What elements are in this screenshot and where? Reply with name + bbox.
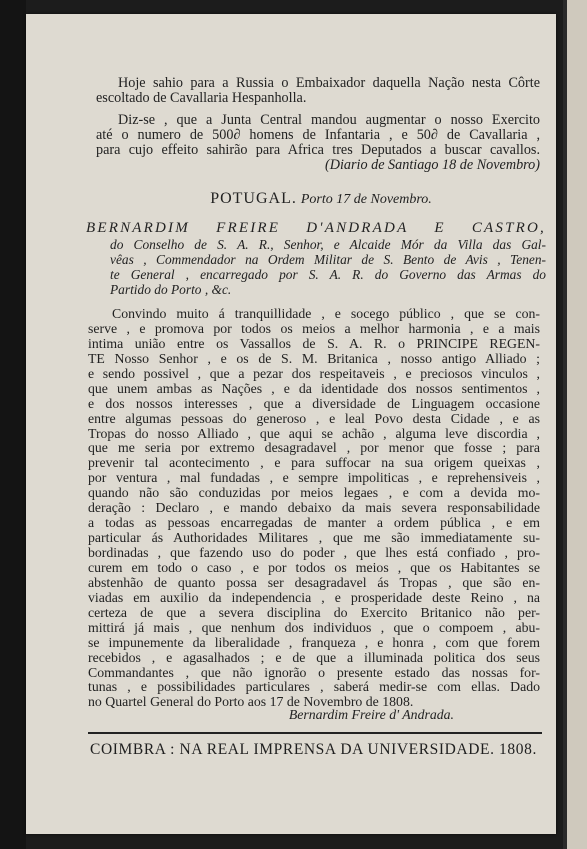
- news-paragraph-1: [96, 76, 540, 106]
- author-title-line: vêas , Commendador na Ordem Militar de S. Bento de Avis , Tenen-: [110, 251, 546, 267]
- proclamation-line: TE Nosso Senhor , e os de S. M. Britanica , nosso antigo Alliado ;: [88, 350, 540, 366]
- text-line: Hoje sahio para a Russia o Embaixador daquella Nação nesta Côrte: [118, 75, 540, 91]
- proclamation-line: recebidos , e agasalhados ; e de que a illuminada politica dos seus: [88, 649, 540, 665]
- proclamation-line: no Quartel General do Porto aos 17 de Novembro de 1808.: [88, 694, 414, 710]
- news-paragraph-2: [96, 113, 540, 173]
- proclamation-line: Convindo muito á tranquillidade , e socego público , que se con-: [112, 306, 540, 321]
- adjacent-page-edge: [563, 0, 587, 849]
- divider-rule: [88, 732, 542, 734]
- proclamation-line: abstenhão de quanto possa ser desagradavel ás Tropas , que são en-: [88, 574, 540, 590]
- proclamation-line: bordinadas , que fazendo uso do poder , que lhes está confiado , pro-: [88, 545, 540, 560]
- proclamation-line: particular ás Authoridades Militares , que me são immediatamente su-: [88, 530, 540, 546]
- proclamation-line: a todas as pessoas encarregadas de manter a ordem pública , e em: [88, 515, 540, 531]
- proclamation-line: por ventura , mal fundadas , e sempre impoliticas , e reprehensiveis ,: [88, 470, 540, 486]
- proclamation-line: prevenir tal acontecimento , e para suffocar na sua origem queixas ,: [88, 455, 540, 471]
- proclamation-line: deração : Declaro , e mando debaixo da mais severa responsabilidade: [88, 500, 540, 516]
- author-title-line: te General , encarregado por S. A. R. do Governo das Armas do: [110, 266, 546, 282]
- proclamation-body: [88, 307, 540, 710]
- dateline-place: POTUGAL.: [210, 190, 297, 207]
- proclamation-line: Tropas do nosso Alliado , que aqui se achão , alguma leve discordia ,: [88, 425, 540, 441]
- dateline: [86, 192, 556, 208]
- text-line: Diz-se , que a Junta Central mandou augmentar o nosso Exercito: [118, 112, 540, 128]
- proclamation-line: quando não são conduzidas por meios legaes , e com a devida mo-: [88, 485, 540, 501]
- proclamation-line: entre algumas pessoas do generoso , e leal Povo desta Cidade , e as: [88, 410, 540, 426]
- proclamation-line: tunas , e possibilidades particulares , saberá medir-se com ellas. Dado: [88, 679, 540, 695]
- proclamation-line: intima união entre os Vassallos de S. A. R. o PRINCIPE REGEN-: [88, 335, 540, 351]
- proclamation-line: viadas em auxilio da independencia , e prosperidade deste Reino , na: [88, 589, 540, 605]
- proclamation-line: que me seria por extremo desagradavel , por menor que fosse ; para: [88, 440, 540, 456]
- proclamation-line: certeza de que a severa disciplina do Exercito Britanico não per-: [88, 604, 540, 620]
- proclamation-line: serve , e promova por todos os meios a melhor harmonia , e a mais: [88, 320, 540, 336]
- proclamation-line: e sendo possivel , que a pezar dos respeitaveis , e preciosos vinculos ,: [88, 365, 540, 381]
- imprint: COIMBRA : NA REAL IMPRENSA DA UNIVERSIDADE. 1808.: [90, 741, 537, 758]
- scan-left-shadow: [0, 0, 26, 849]
- text-line: escoltado de Cavallaria Hespanholla.: [96, 89, 307, 106]
- author-heading: [86, 221, 546, 298]
- text-line: até o numero de 500∂ homens de Infantaria , e 50∂ de Cavallaria ,: [96, 126, 540, 143]
- document-page: [26, 14, 556, 834]
- news-source: (Diario de Santiago 18 de Novembro): [324, 156, 540, 173]
- proclamation-line: e dos nossos interesses , que a diversidade de Linguagem occasione: [88, 395, 540, 411]
- signature: Bernardim Freire d' Andrada.: [288, 707, 454, 722]
- dateline-date: Porto 17 de Novembro.: [300, 192, 432, 207]
- proclamation-line: curem em todo o caso , e por todos os meios , que os Habitantes se: [88, 559, 540, 575]
- proclamation-line: que unem ambas as Nações , e da identidade dos nossos sentimentos ,: [88, 380, 540, 396]
- text-line: para cujo effeito sahirão para Africa tres Deputados a buscar cavallos.: [96, 141, 540, 158]
- author-title-line: Partido do Porto , &c.: [110, 281, 232, 297]
- proclamation-line: se impunemente da liberalidade , franqueza , e honra , com que forem: [88, 634, 540, 650]
- proclamation-line: Commandantes , que não ignorão o presente estado das nossas for-: [88, 664, 540, 680]
- proclamation-line: mittirá já mais , que nenhum dos individuos , que o compoem , abu-: [88, 619, 540, 635]
- author-title-line: do Conselho de S. A. R., Senhor, e Alcaide Mór da Villa das Gal-: [110, 237, 546, 252]
- author-name: BERNARDIM FREIRE D'ANDRADA E CASTRO,: [86, 220, 546, 236]
